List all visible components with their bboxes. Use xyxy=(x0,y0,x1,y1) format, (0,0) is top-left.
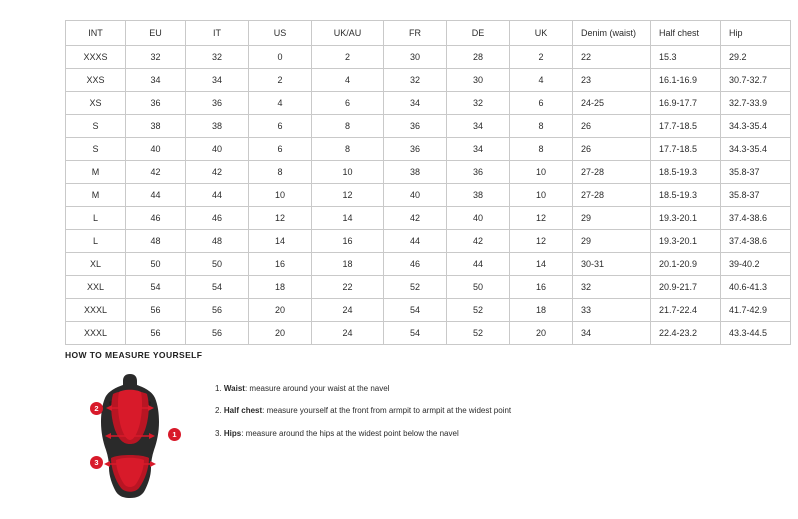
cell-de: 30 xyxy=(447,69,510,92)
cell-uk: 10 xyxy=(510,161,573,184)
table-row xyxy=(66,276,791,299)
size-table-body xyxy=(66,46,791,345)
cell-hip: 30.7-32.7 xyxy=(721,69,791,92)
cell-eu: 56 xyxy=(126,322,186,345)
how-to-measure-section xyxy=(65,350,765,502)
cell-ukau: 12 xyxy=(312,184,384,207)
cell-uk: 12 xyxy=(510,207,573,230)
cell-int: L xyxy=(66,207,126,230)
cell-int: M xyxy=(66,184,126,207)
cell-uk: 8 xyxy=(510,115,573,138)
cell-fr: 52 xyxy=(384,276,447,299)
cell-hip: 37.4-38.6 xyxy=(721,207,791,230)
cell-halfchest: 19.3-20.1 xyxy=(651,207,721,230)
cell-denim: 29 xyxy=(573,230,651,253)
cell-ukau: 24 xyxy=(312,299,384,322)
cell-ukau: 2 xyxy=(312,46,384,69)
how-to-measure-body xyxy=(65,372,765,502)
marker-badge-waist: 1 xyxy=(168,428,181,441)
cell-us: 4 xyxy=(249,92,312,115)
table-row xyxy=(66,322,791,345)
cell-eu: 42 xyxy=(126,161,186,184)
cell-de: 36 xyxy=(447,161,510,184)
cell-us: 14 xyxy=(249,230,312,253)
cell-us: 10 xyxy=(249,184,312,207)
cell-denim: 32 xyxy=(573,276,651,299)
cell-fr: 44 xyxy=(384,230,447,253)
cell-halfchest: 16.1-16.9 xyxy=(651,69,721,92)
cell-ukau: 4 xyxy=(312,69,384,92)
cell-int: XS xyxy=(66,92,126,115)
cell-de: 52 xyxy=(447,299,510,322)
cell-halfchest: 17.7-18.5 xyxy=(651,138,721,161)
cell-de: 44 xyxy=(447,253,510,276)
table-row xyxy=(66,92,791,115)
cell-hip: 35.8-37 xyxy=(721,184,791,207)
table-header-row xyxy=(66,21,791,46)
cell-denim: 30-31 xyxy=(573,253,651,276)
column-header-fr: FR xyxy=(384,21,447,46)
size-table-container xyxy=(65,20,768,345)
cell-it: 44 xyxy=(186,184,249,207)
cell-fr: 54 xyxy=(384,322,447,345)
cell-us: 6 xyxy=(249,115,312,138)
table-row xyxy=(66,299,791,322)
cell-fr: 36 xyxy=(384,138,447,161)
cell-hip: 40.6-41.3 xyxy=(721,276,791,299)
cell-halfchest: 20.9-21.7 xyxy=(651,276,721,299)
cell-it: 50 xyxy=(186,253,249,276)
column-header-us: US xyxy=(249,21,312,46)
table-row xyxy=(66,184,791,207)
cell-it: 56 xyxy=(186,322,249,345)
mannequin-illustration xyxy=(95,372,165,500)
cell-eu: 38 xyxy=(126,115,186,138)
cell-int: XL xyxy=(66,253,126,276)
measurement-figure xyxy=(65,372,195,502)
cell-fr: 42 xyxy=(384,207,447,230)
cell-us: 2 xyxy=(249,69,312,92)
table-row xyxy=(66,230,791,253)
cell-int: M xyxy=(66,161,126,184)
cell-fr: 32 xyxy=(384,69,447,92)
table-row xyxy=(66,46,791,69)
column-header-uk: UK xyxy=(510,21,573,46)
note-text: : measure around the hips at the widest point below the navel xyxy=(241,428,459,438)
cell-denim: 26 xyxy=(573,115,651,138)
cell-uk: 2 xyxy=(510,46,573,69)
column-header-int: INT xyxy=(66,21,126,46)
cell-denim: 33 xyxy=(573,299,651,322)
cell-it: 38 xyxy=(186,115,249,138)
cell-eu: 32 xyxy=(126,46,186,69)
cell-it: 54 xyxy=(186,276,249,299)
cell-ukau: 10 xyxy=(312,161,384,184)
cell-eu: 34 xyxy=(126,69,186,92)
cell-hip: 32.7-33.9 xyxy=(721,92,791,115)
cell-ukau: 22 xyxy=(312,276,384,299)
note-text: : measure yourself at the front from armpit to armpit at the widest point xyxy=(262,406,512,416)
cell-int: L xyxy=(66,230,126,253)
cell-fr: 40 xyxy=(384,184,447,207)
cell-denim: 22 xyxy=(573,46,651,69)
cell-fr: 46 xyxy=(384,253,447,276)
cell-halfchest: 19.3-20.1 xyxy=(651,230,721,253)
cell-int: XXXS xyxy=(66,46,126,69)
cell-us: 18 xyxy=(249,276,312,299)
cell-uk: 14 xyxy=(510,253,573,276)
cell-halfchest: 22.4-23.2 xyxy=(651,322,721,345)
cell-eu: 36 xyxy=(126,92,186,115)
cell-fr: 36 xyxy=(384,115,447,138)
column-header-half-chest: Half chest xyxy=(651,21,721,46)
cell-fr: 30 xyxy=(384,46,447,69)
cell-halfchest: 16.9-17.7 xyxy=(651,92,721,115)
cell-de: 38 xyxy=(447,184,510,207)
cell-ukau: 16 xyxy=(312,230,384,253)
cell-eu: 40 xyxy=(126,138,186,161)
cell-de: 32 xyxy=(447,92,510,115)
cell-hip: 34.3-35.4 xyxy=(721,138,791,161)
cell-it: 48 xyxy=(186,230,249,253)
cell-us: 6 xyxy=(249,138,312,161)
cell-it: 42 xyxy=(186,161,249,184)
cell-us: 20 xyxy=(249,322,312,345)
cell-uk: 12 xyxy=(510,230,573,253)
column-header-de: DE xyxy=(447,21,510,46)
cell-us: 16 xyxy=(249,253,312,276)
cell-de: 42 xyxy=(447,230,510,253)
cell-denim: 23 xyxy=(573,69,651,92)
column-header-hip: Hip xyxy=(721,21,791,46)
cell-hip: 37.4-38.6 xyxy=(721,230,791,253)
cell-halfchest: 18.5-19.3 xyxy=(651,161,721,184)
cell-it: 34 xyxy=(186,69,249,92)
cell-halfchest: 15.3 xyxy=(651,46,721,69)
cell-it: 56 xyxy=(186,299,249,322)
cell-us: 8 xyxy=(249,161,312,184)
cell-denim: 34 xyxy=(573,322,651,345)
cell-eu: 44 xyxy=(126,184,186,207)
note-number: 2. xyxy=(215,406,222,416)
cell-ukau: 14 xyxy=(312,207,384,230)
cell-hip: 35.8-37 xyxy=(721,161,791,184)
cell-us: 12 xyxy=(249,207,312,230)
cell-denim: 27-28 xyxy=(573,184,651,207)
column-header-eu: EU xyxy=(126,21,186,46)
cell-denim: 26 xyxy=(573,138,651,161)
cell-int: XXS xyxy=(66,69,126,92)
note-half-chest xyxy=(215,406,511,416)
cell-it: 32 xyxy=(186,46,249,69)
cell-ukau: 8 xyxy=(312,138,384,161)
cell-de: 40 xyxy=(447,207,510,230)
cell-fr: 54 xyxy=(384,299,447,322)
cell-halfchest: 17.7-18.5 xyxy=(651,115,721,138)
cell-it: 40 xyxy=(186,138,249,161)
cell-ukau: 24 xyxy=(312,322,384,345)
cell-uk: 16 xyxy=(510,276,573,299)
cell-denim: 24-25 xyxy=(573,92,651,115)
cell-eu: 50 xyxy=(126,253,186,276)
marker-badge-hips: 3 xyxy=(90,456,103,469)
note-term: Waist xyxy=(223,384,245,393)
table-row xyxy=(66,161,791,184)
cell-it: 46 xyxy=(186,207,249,230)
cell-uk: 6 xyxy=(510,92,573,115)
table-row xyxy=(66,69,791,92)
column-header-ukau: UK/AU xyxy=(312,21,384,46)
cell-de: 52 xyxy=(447,322,510,345)
table-row xyxy=(66,207,791,230)
table-row xyxy=(66,253,791,276)
cell-hip: 34.3-35.4 xyxy=(721,115,791,138)
cell-eu: 54 xyxy=(126,276,186,299)
cell-hip: 43.3-44.5 xyxy=(721,322,791,345)
cell-uk: 20 xyxy=(510,322,573,345)
note-term: Half chest xyxy=(223,406,263,416)
cell-int: S xyxy=(66,138,126,161)
cell-us: 0 xyxy=(249,46,312,69)
cell-ukau: 18 xyxy=(312,253,384,276)
column-header-denim-waist: Denim (waist) xyxy=(573,21,651,46)
note-text: : measure around your waist at the navel xyxy=(244,384,390,393)
size-table xyxy=(65,20,791,345)
cell-halfchest: 21.7-22.4 xyxy=(651,299,721,322)
cell-us: 20 xyxy=(249,299,312,322)
cell-fr: 38 xyxy=(384,161,447,184)
cell-int: XXXL xyxy=(66,322,126,345)
cell-halfchest: 18.5-19.3 xyxy=(651,184,721,207)
cell-int: XXXL xyxy=(66,299,126,322)
cell-hip: 41.7-42.9 xyxy=(721,299,791,322)
table-row xyxy=(66,138,791,161)
cell-denim: 27-28 xyxy=(573,161,651,184)
cell-denim: 29 xyxy=(573,207,651,230)
cell-hip: 29.2 xyxy=(721,46,791,69)
cell-de: 34 xyxy=(447,138,510,161)
note-waist xyxy=(215,384,511,394)
cell-halfchest: 20.1-20.9 xyxy=(651,253,721,276)
cell-eu: 48 xyxy=(126,230,186,253)
cell-eu: 56 xyxy=(126,299,186,322)
cell-hip: 39-40.2 xyxy=(721,253,791,276)
column-header-it: IT xyxy=(186,21,249,46)
note-hips xyxy=(215,429,511,439)
cell-uk: 18 xyxy=(510,299,573,322)
cell-eu: 46 xyxy=(126,207,186,230)
cell-it: 36 xyxy=(186,92,249,115)
cell-int: XXL xyxy=(66,276,126,299)
cell-int: S xyxy=(66,115,126,138)
cell-de: 28 xyxy=(447,46,510,69)
cell-uk: 8 xyxy=(510,138,573,161)
note-number: 1. xyxy=(215,384,222,393)
measurement-notes xyxy=(215,372,511,451)
size-table-head xyxy=(66,21,791,46)
table-row xyxy=(66,115,791,138)
cell-ukau: 8 xyxy=(312,115,384,138)
how-to-measure-title: HOW TO MEASURE YOURSELF xyxy=(65,350,203,360)
note-number: 3. xyxy=(215,428,222,438)
note-term: Hips xyxy=(223,428,242,438)
cell-de: 34 xyxy=(447,115,510,138)
cell-fr: 34 xyxy=(384,92,447,115)
cell-uk: 10 xyxy=(510,184,573,207)
marker-badge-half-chest: 2 xyxy=(90,402,103,415)
cell-uk: 4 xyxy=(510,69,573,92)
cell-ukau: 6 xyxy=(312,92,384,115)
cell-de: 50 xyxy=(447,276,510,299)
